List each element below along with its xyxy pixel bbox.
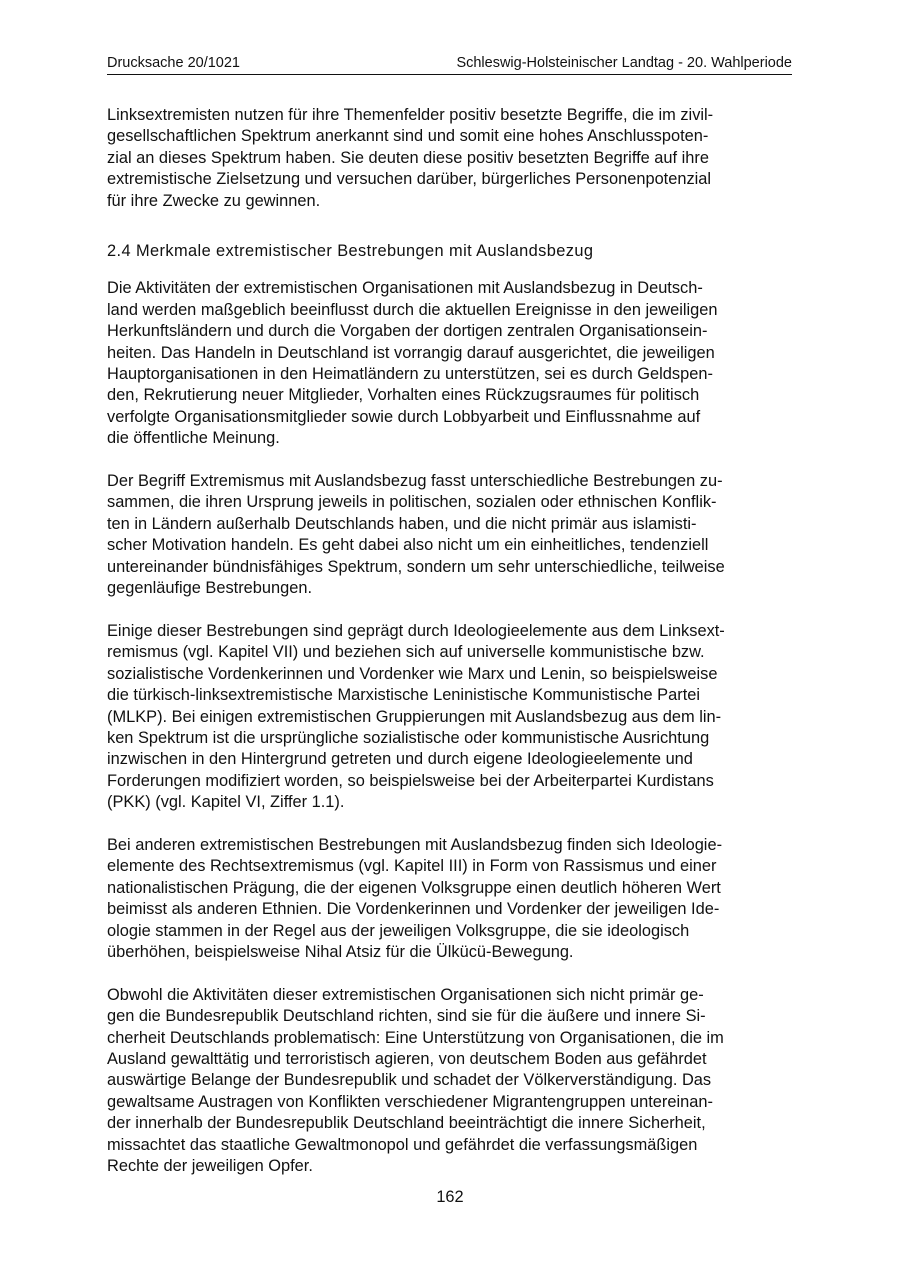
text-line: (PKK) (vgl. Kapitel VI, Ziffer 1.1). <box>107 793 345 812</box>
text-line: Linksextremisten nutzen für ihre Themenfelder positiv besetzte Begriffe, die im zivil- <box>107 106 714 124</box>
text-line: verfolgte Organisationsmitglieder sowie durch Lobbyarbeit und Einflussnahme auf <box>107 407 701 426</box>
text-line: gesellschaftlichen Spektrum anerkannt sind und somit eine hohes Anschlusspoten- <box>107 127 709 146</box>
body-paragraph <box>107 835 793 963</box>
body-paragraph <box>107 105 793 212</box>
text-line: Herkunftsländern und durch die Vorgaben der dortigen zentralen Organisationsein- <box>107 322 708 341</box>
body-paragraph <box>107 278 793 449</box>
text-line: Einige dieser Bestrebungen sind geprägt durch Ideologieelemente aus dem Linksext- <box>107 621 725 640</box>
text-line: zial an dieses Spektrum haben. Sie deuten diese positiv besetzten Begriffe auf ihre <box>107 148 709 167</box>
text-line: auswärtige Belange der Bundesrepublik und schadet der Völkerverständigung. Das <box>107 1071 712 1090</box>
text-line: scher Motivation handeln. Es geht dabei also nicht um ein einheitliches, tendenziell <box>107 536 709 555</box>
text-line: elemente des Rechtsextremismus (vgl. Kapitel III) in Form von Rassismus und einer <box>107 857 717 876</box>
text-line: ologie stammen in der Regel aus der jeweiligen Volksgruppe, die sie ideologisch <box>107 921 690 940</box>
text-line: (MLKP). Bei einigen extremistischen Gruppierungen mit Auslandsbezug aus dem lin- <box>107 707 722 726</box>
text-line: untereinander bündnisfähiges Spektrum, sondern um sehr unterschiedliche, teilweise <box>107 557 725 576</box>
text-line: cherheit Deutschlands problematisch: Eine Unterstützung von Organisationen, die im <box>107 1028 724 1047</box>
text-line: nationalistischen Prägung, die der eigenen Volksgruppe einen deutlich höheren Wert <box>107 878 721 897</box>
section-paragraphs <box>107 278 793 1177</box>
text-line: land werden maßgeblich beeinflusst durch die aktuellen Ereignisse in den jeweiligen <box>107 300 718 319</box>
text-line: sammen, die ihren Ursprung jeweils in politischen, sozialen oder ethnischen Konflik- <box>107 493 717 512</box>
text-line: Ausland gewalttätig und terroristisch agieren, von deutschem Boden aus gefährdet <box>107 1049 707 1068</box>
text-line: missachtet das staatliche Gewaltmonopol und gefährdet die verfassungsmäßigen <box>107 1135 698 1154</box>
text-line: Forderungen modifiziert worden, so beispielsweise bei der Arbeiterpartei Kurdistans <box>107 771 714 790</box>
body-paragraph <box>107 985 793 1178</box>
intro-paragraphs <box>107 105 793 212</box>
page-number: 162 <box>436 1188 464 1206</box>
text-line: überhöhen, beispielsweise Nihal Atsiz für die Ülkücü-Bewegung. <box>107 942 574 961</box>
text-line: Rechte der jeweiligen Opfer. <box>107 1157 313 1176</box>
document-body <box>107 105 793 1199</box>
text-line: Der Begriff Extremismus mit Auslandsbezug fasst unterschiedliche Bestrebungen zu- <box>107 472 723 491</box>
text-line: für ihre Zwecke zu gewinnen. <box>107 191 321 210</box>
text-line: ten in Ländern außerhalb Deutschlands haben, und die nicht primär aus islamisti- <box>107 514 697 533</box>
header-document-number: Drucksache 20/1021 <box>107 55 240 71</box>
text-line: heiten. Das Handeln in Deutschland ist vorrangig darauf ausgerichtet, die jeweiligen <box>107 343 715 362</box>
body-paragraph <box>107 621 793 814</box>
text-line: die türkisch-linksextremistische Marxistische Leninistische Kommunistische Partei <box>107 686 701 705</box>
text-line: inzwischen in den Hintergrund getreten und durch eigene Ideologieelemente und <box>107 750 693 769</box>
text-line: Obwohl die Aktivitäten dieser extremistischen Organisationen sich nicht primär ge- <box>107 985 704 1004</box>
text-line: gen die Bundesrepublik Deutschland richten, sind sie für die äußere und innere Si- <box>107 1007 706 1026</box>
text-line: gegenläufige Bestrebungen. <box>107 579 313 598</box>
body-paragraph <box>107 471 793 599</box>
text-line: remismus (vgl. Kapitel VII) und beziehen sich auf universelle kommunistische bzw. <box>107 643 705 662</box>
text-line: extremistische Zielsetzung und versuchen darüber, bürgerliches Personenpotenzial <box>107 170 712 189</box>
text-line: der innerhalb der Bundesrepublik Deutschland beeinträchtigt die innere Sicherheit, <box>107 1114 706 1133</box>
header-parliament-title: Schleswig-Holsteinischer Landtag - 20. Wahlperiode <box>456 55 792 71</box>
text-line: Bei anderen extremistischen Bestrebungen mit Auslandsbezug finden sich Ideologie- <box>107 835 723 854</box>
section-heading: 2.4 Merkmale extremistischer Bestrebungen mit Auslandsbezug <box>107 242 594 261</box>
text-line: sozialistische Vordenkerinnen und Vordenker wie Marx und Lenin, so beispielsweise <box>107 664 718 683</box>
text-line: Hauptorganisationen in den Heimatländern zu unterstützen, sei es durch Geldspen- <box>107 365 713 384</box>
text-line: Die Aktivitäten der extremistischen Organisationen mit Auslandsbezug in Deutsch- <box>107 279 703 298</box>
text-line: den, Rekrutierung neuer Mitglieder, Vorhalten eines Rückzugsraumes für politisch <box>107 386 700 405</box>
text-line: ken Spektrum ist die ursprüngliche sozialistische oder kommunistische Ausrichtung <box>107 728 710 747</box>
text-line: die öffentliche Meinung. <box>107 429 280 448</box>
text-line: gewaltsame Austragen von Konflikten verschiedener Migrantengruppen untereinan- <box>107 1092 713 1111</box>
text-line: beimisst als anderen Ethnien. Die Vordenkerinnen und Vordenker der jeweiligen Ide- <box>107 900 720 919</box>
page-header <box>107 53 792 75</box>
